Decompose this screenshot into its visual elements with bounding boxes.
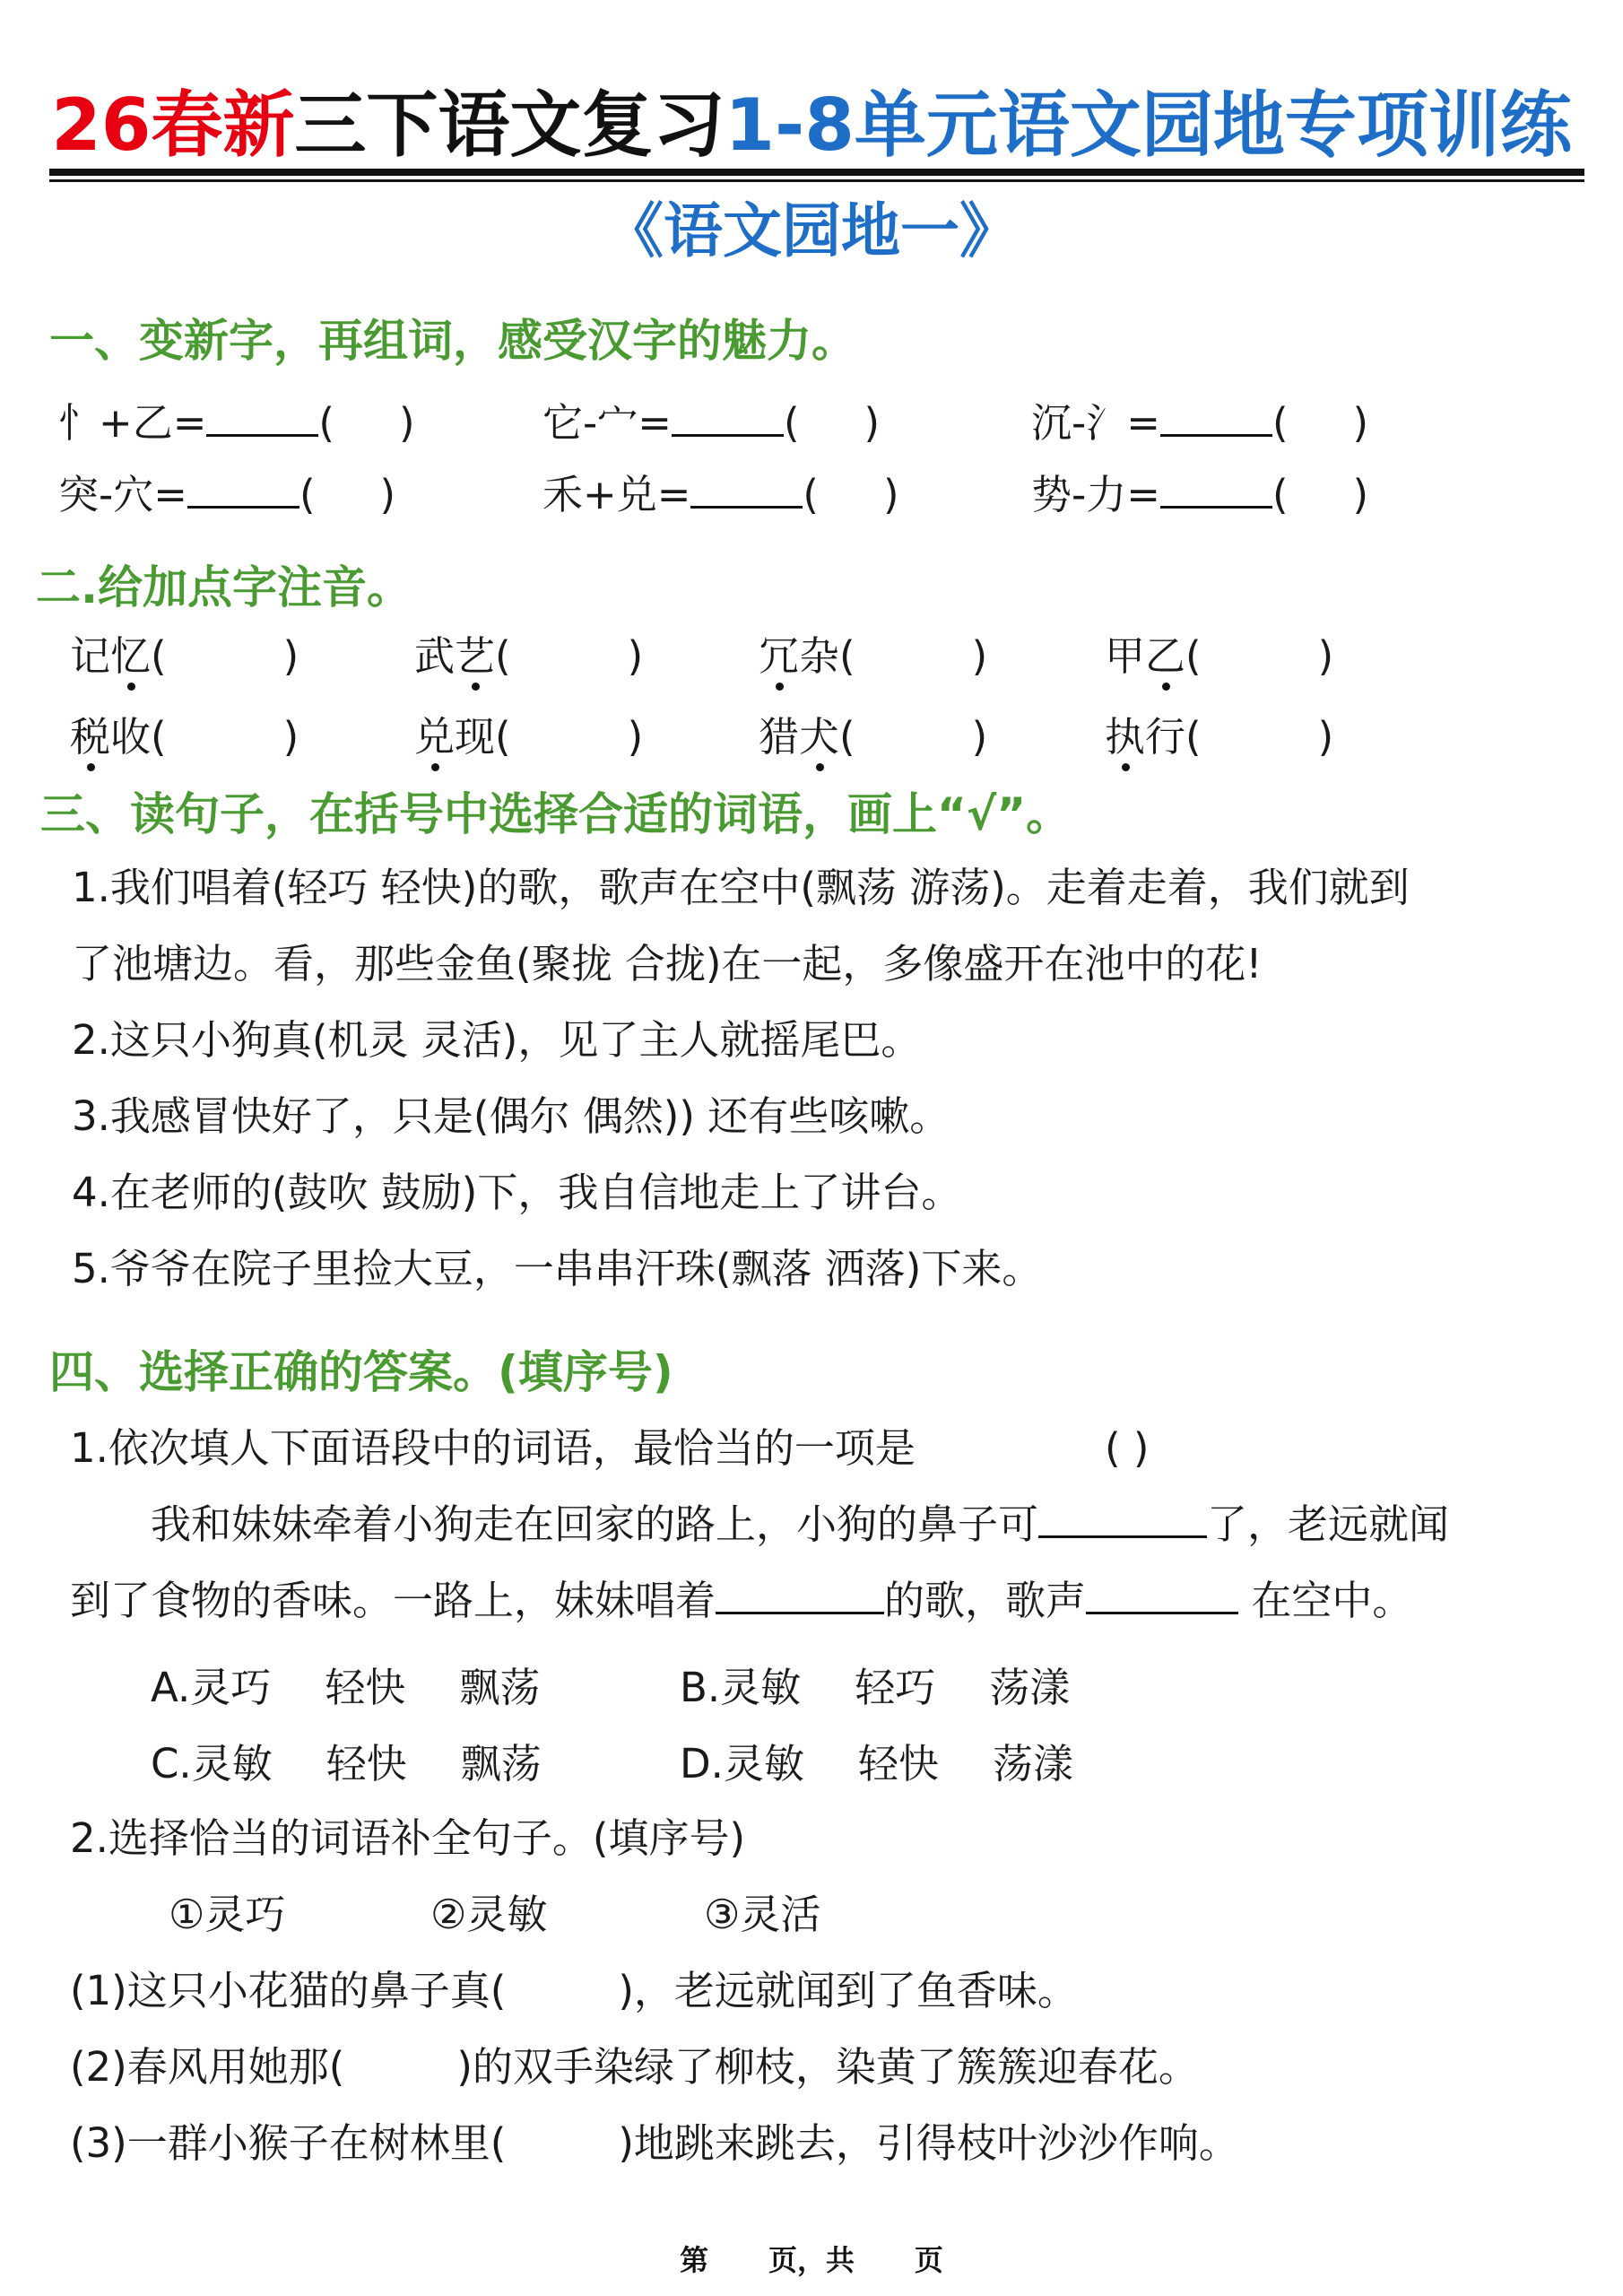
s2-item-1: 记忆( ) bbox=[70, 628, 299, 685]
q2-line-1 bbox=[70, 1962, 1078, 2020]
s2-char: 杂 bbox=[799, 632, 840, 680]
s1-item-4: 突-穴= ( ) bbox=[58, 471, 396, 518]
page-footer bbox=[0, 2238, 1623, 2279]
option-word: 荡漾 bbox=[989, 1664, 1071, 1711]
answer-blank[interactable] bbox=[1160, 470, 1272, 509]
s3-line-1: 1.我们唱着(轻巧 轻快)的歌，歌声在空中(飘荡 游荡)。走着走着，我们就到 bbox=[72, 864, 1410, 911]
page-subtitle: 《语文园地一》 bbox=[604, 196, 1019, 265]
s2-char: 行 bbox=[1145, 713, 1186, 761]
q2-text: (3)一群小猴子在树林里( bbox=[70, 2119, 507, 2167]
title-rule-thin bbox=[49, 179, 1584, 182]
option-word: 轻快 bbox=[325, 1740, 407, 1787]
section1-heading: 一、变新字，再组词，感受汉字的魅力。 bbox=[49, 315, 856, 367]
s2-char: 收 bbox=[110, 713, 152, 761]
option-d[interactable] bbox=[680, 1735, 1073, 1793]
answer-blank[interactable] bbox=[690, 470, 803, 509]
q1-blank-2[interactable] bbox=[716, 1576, 884, 1614]
option-a[interactable] bbox=[151, 1659, 540, 1717]
dotted-char: 税 bbox=[70, 709, 110, 766]
s1-expr: 忄+乙= bbox=[58, 399, 207, 447]
s2-char: 甲 bbox=[1105, 632, 1146, 680]
option-word: 飘荡 bbox=[460, 1740, 542, 1787]
q2-line-2 bbox=[70, 2039, 1199, 2096]
option-word: 荡漾 bbox=[992, 1740, 1073, 1787]
option-label: B.灵敏 bbox=[680, 1664, 802, 1711]
s2-item-4: 甲乙( ) bbox=[1105, 628, 1333, 685]
q1-stem: 1.依次填人下面语段中的词语，最恰当的一项是 bbox=[70, 1424, 916, 1472]
option-b[interactable] bbox=[680, 1659, 1070, 1717]
q1-blank-1[interactable] bbox=[1038, 1500, 1207, 1538]
section4-heading: 四、选择正确的答案。(填序号) bbox=[49, 1346, 673, 1398]
q2-stem: 2.选择恰当的词语补全句子。(填序号) bbox=[70, 1814, 746, 1862]
q1-answer-paren[interactable]: ( ) bbox=[1105, 1424, 1150, 1472]
s1-expr: 势-力= bbox=[1031, 471, 1160, 518]
q1-text: 到了食物的香味。一路上，妹妹唱着 bbox=[70, 1577, 716, 1624]
s1-item-3: 沉-氵= ( ) bbox=[1031, 399, 1369, 447]
s1-expr: 禾+兑= bbox=[542, 471, 691, 518]
page-title bbox=[0, 72, 1623, 179]
s1-expr: 沉-氵= bbox=[1031, 399, 1160, 447]
s2-item-8: 执行( ) bbox=[1105, 709, 1333, 766]
q1-text: 的歌，歌声 bbox=[884, 1577, 1087, 1624]
dotted-char: 犬 bbox=[799, 709, 839, 766]
s1-item-6: 势-力= ( ) bbox=[1031, 471, 1369, 518]
q2-choice-3: ③灵活 bbox=[704, 1891, 821, 1938]
dotted-char: 忆 bbox=[110, 628, 151, 685]
option-c[interactable] bbox=[151, 1735, 542, 1793]
dotted-char: 执 bbox=[1105, 709, 1145, 766]
section3-heading: 三、读句子，在括号中选择合适的词语，画上“√”。 bbox=[40, 788, 1072, 840]
q1-paragraph-line-2 bbox=[70, 1572, 1412, 1630]
answer-blank[interactable] bbox=[1160, 398, 1272, 437]
answer-blank[interactable] bbox=[187, 470, 299, 509]
s2-item-6: 兑现( ) bbox=[414, 709, 643, 766]
s2-char: 现 bbox=[455, 713, 496, 761]
s3-line-6: 5.爷爷在院子里捡大豆，一串串汗珠(飘落 洒落)下来。 bbox=[72, 1245, 1043, 1292]
title-part-red: 26春新 bbox=[51, 83, 295, 167]
option-word: 轻快 bbox=[325, 1664, 406, 1711]
answer-blank[interactable] bbox=[206, 398, 318, 437]
option-label: C.灵敏 bbox=[151, 1740, 273, 1787]
s1-expr: 它-宀= bbox=[542, 399, 672, 447]
option-word: 轻巧 bbox=[855, 1664, 936, 1711]
dotted-char: 兑 bbox=[414, 709, 455, 766]
s2-char: 武 bbox=[414, 632, 456, 680]
s1-item-1: 忄+乙= ( ) bbox=[58, 399, 415, 447]
q1-blank-3[interactable] bbox=[1086, 1576, 1238, 1614]
s2-item-7: 猎犬( ) bbox=[759, 709, 987, 766]
option-word: 飘荡 bbox=[459, 1664, 541, 1711]
s3-line-5: 4.在老师的(鼓吹 鼓励)下，我自信地走上了讲台。 bbox=[72, 1169, 962, 1216]
dotted-char: 艺 bbox=[455, 628, 495, 685]
s1-expr: 突-穴= bbox=[58, 471, 187, 518]
option-word: 轻快 bbox=[857, 1740, 939, 1787]
page-number: 第 页，共 页 bbox=[680, 2243, 943, 2277]
answer-blank[interactable] bbox=[672, 398, 784, 437]
q2-choice-2: ②灵敏 bbox=[430, 1891, 548, 1938]
q1-text: 在空中。 bbox=[1238, 1577, 1413, 1624]
s2-char: 猎 bbox=[759, 713, 800, 761]
section2-heading: 二.给加点字注音。 bbox=[36, 561, 412, 613]
q2-text: )，老远就闻到了鱼香味。 bbox=[618, 1967, 1078, 2014]
s3-line-2: 了池塘边。看，那些金鱼(聚拢 合拢)在一起，多像盛开在池中的花! bbox=[72, 940, 1263, 987]
dotted-char: 乙 bbox=[1145, 628, 1185, 685]
q1-paragraph-line-1 bbox=[151, 1496, 1449, 1553]
q2-text: (2)春风用她那( bbox=[70, 2043, 345, 2091]
title-part-black: 三下语文复习 bbox=[294, 83, 725, 167]
q2-text: (1)这只小花猫的鼻子真( bbox=[70, 1967, 507, 2014]
s2-char: 记 bbox=[70, 632, 111, 680]
option-label: D.灵敏 bbox=[680, 1740, 804, 1787]
title-part-blue: 1-8单元语文园地专项训练 bbox=[725, 83, 1572, 167]
q1-text: 了，老远就闻 bbox=[1207, 1500, 1450, 1548]
s2-item-3: 冗杂( ) bbox=[759, 628, 987, 685]
s1-item-5: 禾+兑= ( ) bbox=[542, 471, 899, 518]
dotted-char: 冗 bbox=[759, 628, 799, 685]
s2-item-2: 武艺( ) bbox=[414, 628, 643, 685]
option-label: A.灵巧 bbox=[151, 1664, 272, 1711]
title-rule-thick bbox=[49, 169, 1584, 176]
q2-text: )的双手染绿了柳枝，染黄了簇簇迎春花。 bbox=[456, 2043, 1199, 2091]
q2-text: )地跳来跳去，引得枝叶沙沙作响。 bbox=[618, 2119, 1239, 2167]
s3-line-4: 3.我感冒快好了，只是(偶尔 偶然)) 还有些咳嗽。 bbox=[72, 1092, 950, 1140]
s3-line-3: 2.这只小狗真(机灵 灵活)，见了主人就摇尾巴。 bbox=[72, 1016, 922, 1064]
q1-text: 我和妹妹牵着小狗走在回家的路上，小狗的鼻子可 bbox=[151, 1500, 1039, 1548]
q2-choice-1: ①灵巧 bbox=[169, 1891, 286, 1938]
s2-item-5: 税收( ) bbox=[70, 709, 299, 766]
s1-item-2: 它-宀= ( ) bbox=[542, 399, 881, 447]
q2-line-3 bbox=[70, 2115, 1239, 2172]
